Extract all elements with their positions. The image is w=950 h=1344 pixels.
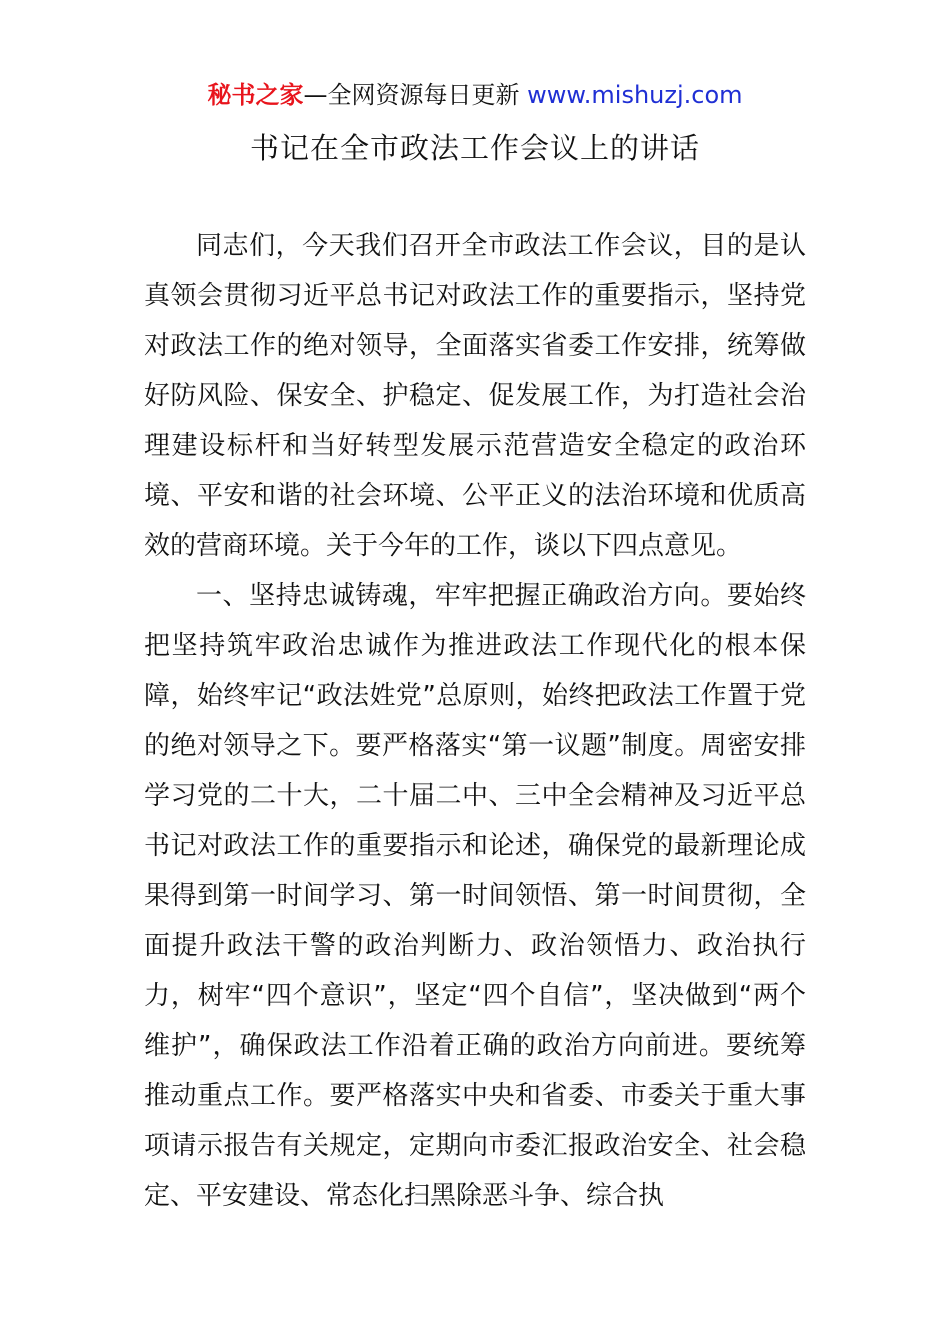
paragraph-point-one: 一、坚持忠诚铸魂，牢牢把握正确政治方向。要始终把坚持筑牢政治忠诚作为推进政法工作现代化的根本保障，始终牢记“政法姓党”总原则，始终把政法工作置于党的绝对领导之下。要严格落实“第一议题”制度。周密安排学习党的二十大，二十届二中、三中全会精神及习近平总书记对政法工作的重要指示和论述，确保党的最新理论成果得到第一时间学习、第一时间领悟、第一时间贯彻，全面提升政法干警的政治判断力、政治领悟力、政治执行力，树牢“四个意识”，坚定“四个自信”，坚决做到“两个维护”，确保政法工作沿着正确的政治方向前进。要统筹推动重点工作。要严格落实中央和省委、市委关于重大事项请示报告有关规定，定期向市委汇报政治安全、社会稳定、平安建设、常态化扫黑除恶斗争、综合执 (144, 581, 806, 1211)
paragraph-intro: 同志们，今天我们召开全市政法工作会议，目的是认真领会贯彻习近平总书记对政法工作的重要指示，坚持党对政法工作的绝对领导，全面落实省委工作安排，统筹做好防风险、保安全、护稳定、促发展工作，为打造社会治理建设标杆和当好转型发展示范营造安全稳定的政治环境、平安和谐的社会环境、公平正义的法治环境和优质高效的营商环境。关于今年的工作，谈以下四点意见。 (144, 231, 806, 561)
document-title: 书记在全市政法工作会议上的讲话 (249, 131, 700, 165)
site-url-link[interactable]: www.mishuzj.com (527, 81, 743, 109)
site-tagline: —全网资源每日更新 (303, 81, 520, 109)
document-body (144, 221, 806, 1221)
site-banner (0, 78, 950, 112)
site-brand: 秘书之家 (207, 81, 304, 109)
